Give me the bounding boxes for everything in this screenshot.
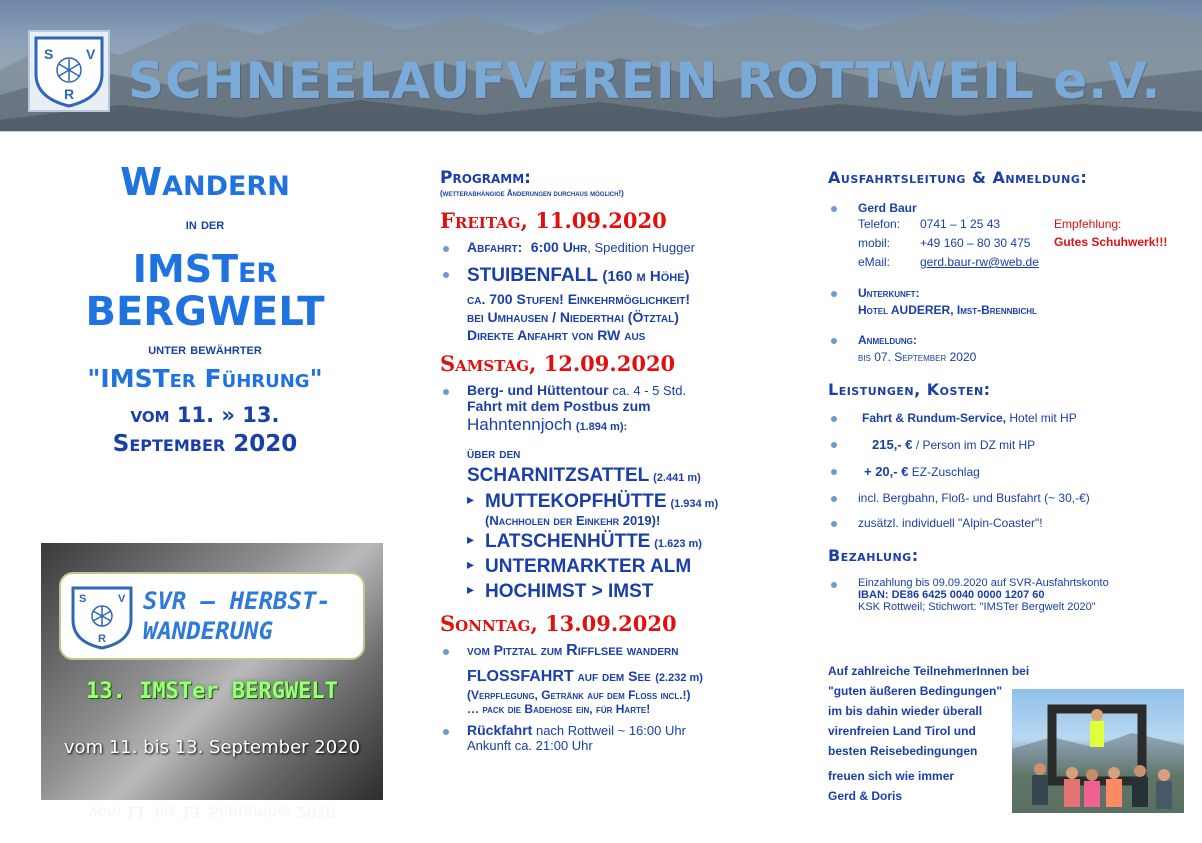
club-logo [28, 30, 110, 112]
poster-card [59, 572, 365, 660]
organizer-heading: Ausfahrtsleitung & Anmeldung: [828, 168, 1088, 187]
title-imster: IMSTer [132, 247, 278, 291]
poster-date: vom 11. bis 13. September 2020 [63, 737, 361, 758]
closing-line6: freuen sich wie immer [828, 769, 955, 783]
poster-title [143, 586, 363, 646]
poster-title-line2: WANDERUNG [143, 617, 274, 645]
closing-line5: besten Reisebedingungen [828, 744, 978, 758]
program-column [440, 168, 790, 753]
logo-letter-r: R [64, 86, 75, 102]
title-in-der: in der [185, 216, 225, 233]
title-imster-fuehrung: "IMSTer Führung" [87, 364, 323, 393]
stuibenfall-detail3: Direkte Anfahrt von RW aus [467, 327, 646, 343]
service-1 [828, 411, 1188, 425]
pitztal-a: vom Pitztal zum [467, 642, 567, 658]
title-date-range: vom 11. » 13. [130, 403, 280, 427]
title-wandern: Wandern [120, 160, 290, 204]
postbus-line: Fahrt mit dem Postbus zum [467, 398, 651, 414]
svg-text:R: R [98, 633, 106, 645]
closing-signature: Gerd & Doris [828, 789, 903, 803]
departure-label: Abfahrt: [467, 239, 523, 255]
program-note: (wetterabhängige Änderungen durchaus möglich!) [440, 189, 624, 198]
hochimst: HOCHIMST > IMST [485, 581, 654, 602]
contact-name: Gerd Baur [858, 201, 917, 215]
email-label: eMail: [858, 255, 891, 269]
tour-label: Berg- und Hüttentour [467, 382, 609, 398]
accommodation-label: Unterkunft: [858, 286, 920, 300]
verpflegung-note: (Verpflegung, Getränk auf dem Floss incl.!) [467, 688, 691, 702]
service-4: incl. Bergbahn, Floß- und Busfahrt (~ 30,-€) [828, 491, 1188, 505]
service-2 [828, 437, 1188, 452]
hint-line2: Gutes Schuhwerk!!! [1054, 235, 1168, 249]
hint-line1: Empfehlung: [1054, 217, 1122, 231]
logo-letter-s: S [44, 46, 54, 62]
contact-block [828, 201, 1188, 272]
closing-line1: Auf zahlreiche TeilnehmerInnen bei [828, 664, 1030, 678]
nachholen-note: (Nachholen der Einkehr 2019)! [485, 513, 661, 528]
saturday-tour [440, 382, 790, 603]
payment-iban: IBAN: DE86 6425 0040 0000 1207 60 [858, 589, 1045, 601]
email-link[interactable]: gerd.baur-rw@web.de [920, 255, 1039, 269]
service-5: zusätzl. individuell "Alpin-Coaster"! [828, 516, 1188, 530]
stuibenfall-title: STUIBENFALL [467, 265, 598, 286]
event-poster [41, 543, 383, 800]
event-title-block [40, 160, 370, 457]
price-per-person: 215,- € [872, 437, 913, 452]
sunday-pitztal [440, 642, 790, 716]
mobile-label: mobil: [858, 236, 891, 250]
hahntennjoch: Hahntennjoch [467, 415, 572, 434]
flossfahrt-b: auf dem See [573, 668, 651, 684]
saturday-heading: Samstag, 12.09.2020 [440, 351, 676, 376]
title-unter-bewaehrter: unter bewährter [148, 341, 262, 358]
svg-text:V: V [118, 593, 126, 605]
stuibenfall-height: (160 m Höhe) [602, 268, 690, 285]
rueckfahrt-time: nach Rottweil ~ 16:00 Uhr [532, 723, 686, 738]
route-muttekopfhuette [467, 491, 790, 528]
latschenhuette: LATSCHENHÜTTE [485, 531, 651, 552]
title-bergwelt: BERGWELT [85, 289, 325, 335]
service-3 [828, 464, 1188, 479]
club-title: SCHNEELAUFVEREIN ROTTWEIL e.V. [128, 52, 1162, 110]
registration-deadline: bis 07. September 2020 [858, 350, 977, 364]
rifflsee: Rifflsee [566, 642, 623, 659]
logo-letter-v: V [86, 46, 96, 62]
badehose-note: … pack die Badehose ein, für Harte! [467, 702, 651, 716]
sunday-heading: Sonntag, 13.09.2020 [440, 611, 677, 636]
contact-email [858, 253, 1188, 272]
poster-logo-icon [69, 584, 135, 650]
friday-departure [440, 239, 790, 257]
poster-reflection: vom 11. bis 13. September 2020 [88, 803, 336, 821]
untermarkter-alm: UNTERMARKTER ALM [485, 556, 692, 577]
poster-subtitle: 13. IMSTer BERGWELT [86, 679, 338, 704]
tour-time: ca. 4 - 5 Std. [612, 383, 687, 398]
flossfahrt-height: (2.232 m) [655, 672, 703, 684]
ankunft-time: Ankunft ca. 21:00 Uhr [467, 738, 593, 753]
service-1-main: Fahrt & Rundum-Service, [862, 411, 1007, 425]
hahntennjoch-height: (1.894 m): [575, 421, 628, 433]
route-hochimst [467, 581, 790, 603]
group-photo-image [1012, 689, 1184, 813]
pitztal-b: wandern [622, 642, 679, 658]
title-september: September 2020 [112, 431, 298, 457]
stuibenfall-detail2: bei Umhausen / Niederthai (Ötztal) [467, 309, 679, 325]
program-heading: Programm: [440, 168, 531, 188]
ueber-den: über den [467, 445, 521, 461]
friday-stuibenfall [440, 265, 790, 343]
header-banner [0, 0, 1202, 132]
rueckfahrt-label: Rückfahrt [467, 722, 533, 738]
route-latschenhuette [467, 531, 790, 553]
registration-label: Anmeldung: [858, 333, 917, 347]
group-photo [1012, 689, 1184, 813]
services-heading: Leistungen, Kosten: [828, 380, 991, 399]
payment-heading: Bezahlung: [828, 546, 919, 565]
phone-label: Telefon: [858, 217, 901, 231]
service-1-detail: Hotel mit HP [1006, 411, 1077, 425]
registration [828, 333, 1188, 364]
accommodation [828, 286, 1188, 317]
closing-message [828, 661, 1038, 806]
single-supplement-detail: EZ-Zuschlag [908, 465, 980, 479]
svg-text:S: S [79, 593, 87, 605]
closing-line3: im bis dahin wieder überall [828, 704, 983, 718]
accommodation-value: Hotel AUDERER, Imst-Brennbichl [858, 303, 1037, 317]
info-column [828, 168, 1188, 613]
flossfahrt: FLOSSFAHRT [467, 668, 574, 685]
single-supplement: + 20,- € [864, 464, 909, 479]
phone-value: 0741 – 1 25 43 [920, 217, 1001, 231]
sunday-rueckfahrt [440, 722, 790, 753]
payment-block [828, 577, 1188, 613]
payment-reference: KSK Rottweil; Stichwort: "IMSTer Bergwelt 2020" [858, 601, 1096, 613]
payment-line1: Einzahlung bis 09.09.2020 auf SVR-Ausfahrtskonto [858, 577, 1109, 589]
scharnitzsattel-height: (2.441 m) [653, 472, 701, 484]
price-per-person-detail: / Person im DZ mit HP [912, 438, 1036, 452]
muttekopfhuette: MUTTEKOPFHÜTTE [485, 491, 667, 512]
closing-line4: virenfreien Land Tirol und [828, 724, 976, 738]
departure-time: 6:00 Uhr [530, 239, 588, 255]
shoe-hint [1054, 217, 1167, 249]
route-untermarkter-alm [467, 556, 790, 578]
stuibenfall-detail1: ca. 700 Stufen! Einkehrmöglichkeit! [467, 291, 691, 307]
scharnitzsattel: SCHARNITZSATTEL [467, 465, 650, 486]
muttekopfhuette-height: (1.934 m) [670, 498, 719, 510]
friday-heading: Freitag, 11.09.2020 [440, 208, 667, 233]
poster-title-line1: SVR – HERBST- [143, 587, 331, 615]
mobile-value: +49 160 – 80 30 475 [920, 236, 1031, 250]
departure-place: , Spedition Hugger [587, 240, 695, 255]
closing-line2: "guten äußeren Bedingungen" [828, 684, 1003, 698]
latschenhuette-height: (1.623 m) [654, 538, 702, 550]
